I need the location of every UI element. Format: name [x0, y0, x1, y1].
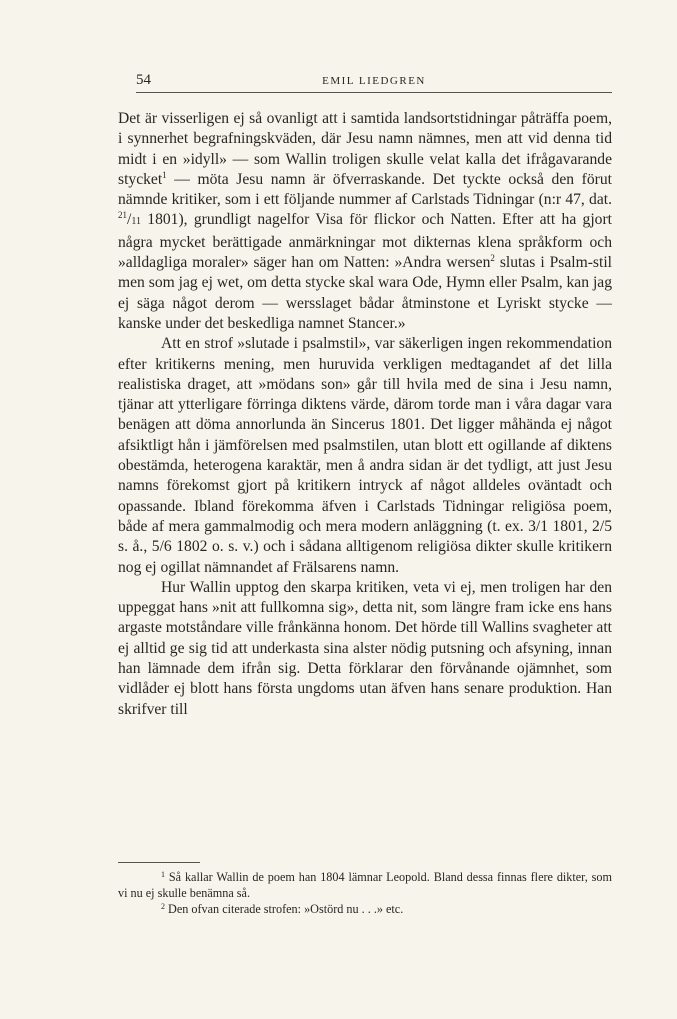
- running-head: EMIL LIEDGREN: [322, 75, 426, 87]
- body-text: [118, 109, 612, 720]
- footnote-ref-1: 1: [162, 169, 167, 180]
- footnote-divider: [118, 862, 200, 863]
- footnote-1: $^1$ Så kallar Wallin de poem han 1804 lämnar Leopold. Bland dessa finnas flere dikter, som vi nu ej skulle benämna så.: [118, 870, 612, 900]
- footnote-ref-2: 2: [490, 253, 495, 264]
- footnote-2: $^2$ Den ofvan citerade strofen: »Ostörd nu . . .» etc.: [161, 902, 404, 916]
- date-numerator: 21: [118, 210, 127, 221]
- paragraph-2: Att en strof »slutade i psalmstil», var säkerligen ingen rekommendation efter kritikerns mening, men huruvida verkligen medtagandet af det lilla realistiska draget, att »mödans son» går till hvila med de sina i Jesu namn, tjänar att ytterligare förringa diktens värde, därom torde man i våra dagar vara benägen att döma annorlunda än Sincerus 1801. Det ligger måhända ej något afsiktligt hån i jämförelsen med psalmstilen, utan blott ett ogillande af diktens obestämda, heterogena karaktär, men å andra sidan är det tydligt, att just Jesu namns förekomst gjort på kritikern intryck af något alldeles oväntadt och opassande. Ibland förekomma äfven i Carlstads Tidningar religiösa poem, både af mera gammalmodig och mera modern anläggning (t. ex. 3/1 1801, 2/5 s. å., 5/6 1802 o. s. v.) och i sådana alltigenom religiösa dikter skulle kritikern nog ej ogillat nämnandet af Frälsarens namn.: [118, 335, 612, 576]
- date-denominator: 11: [131, 216, 141, 228]
- footnotes: [118, 869, 612, 917]
- page-number: 54: [136, 72, 151, 88]
- paragraph-3: Hur Wallin upptog den skarpa kritiken, veta vi ej, men troligen har den uppeggat hans »nit att fullkomna sig», detta nit, som längre fram icke ens hans argaste motståndare ville frånkänna honom. Det hörde till Wallins svagheter att ej alltid ge sig tid att underkasta sina alster nödig putsning och afsyning, innan han lämnade dem ifrån sig. Detta förklarar den förvånande ojämnhet, som vidlåder ej blott hans första ungdoms utan äfven hans senare produktion. Han skrifver till: [118, 578, 612, 718]
- paragraph-1: Det är visserligen ej så ovanligt att i samtida landsortstidningar påträffa poem, i synnerhet begrafningskväden, där Jesu namn nämnes, men att vid denna tid midt i en »idyll» — som Wallin troligen skulle velat kalla det ifrågavarande stycket$^1$ — möta Jesu namn är öfverraskande. Det tyckte också den förut nämnde kritiker, som i ett följande nummer af Carlstads Tidningar (n:r 47, dat. $^{21}$/11 1801), grundligt nagelfor Visa för flickor och Natten. Efter att ha gjort några mycket berättigade anmärkningar mot dikternas klena språkform och »alldagliga moraler» säger han om Natten: »Andra wersen$^2$ slutas i Psalm-stil men som jag ej wet, om detta stycke skal wara Ode, Hymn eller Psalm, kan jag ej säga något derom — wersslaget bådar åtminstone et Lyriskt stycke — kanske under det beskedliga namnet Stancer.»: [118, 110, 612, 332]
- page-header: [136, 70, 612, 93]
